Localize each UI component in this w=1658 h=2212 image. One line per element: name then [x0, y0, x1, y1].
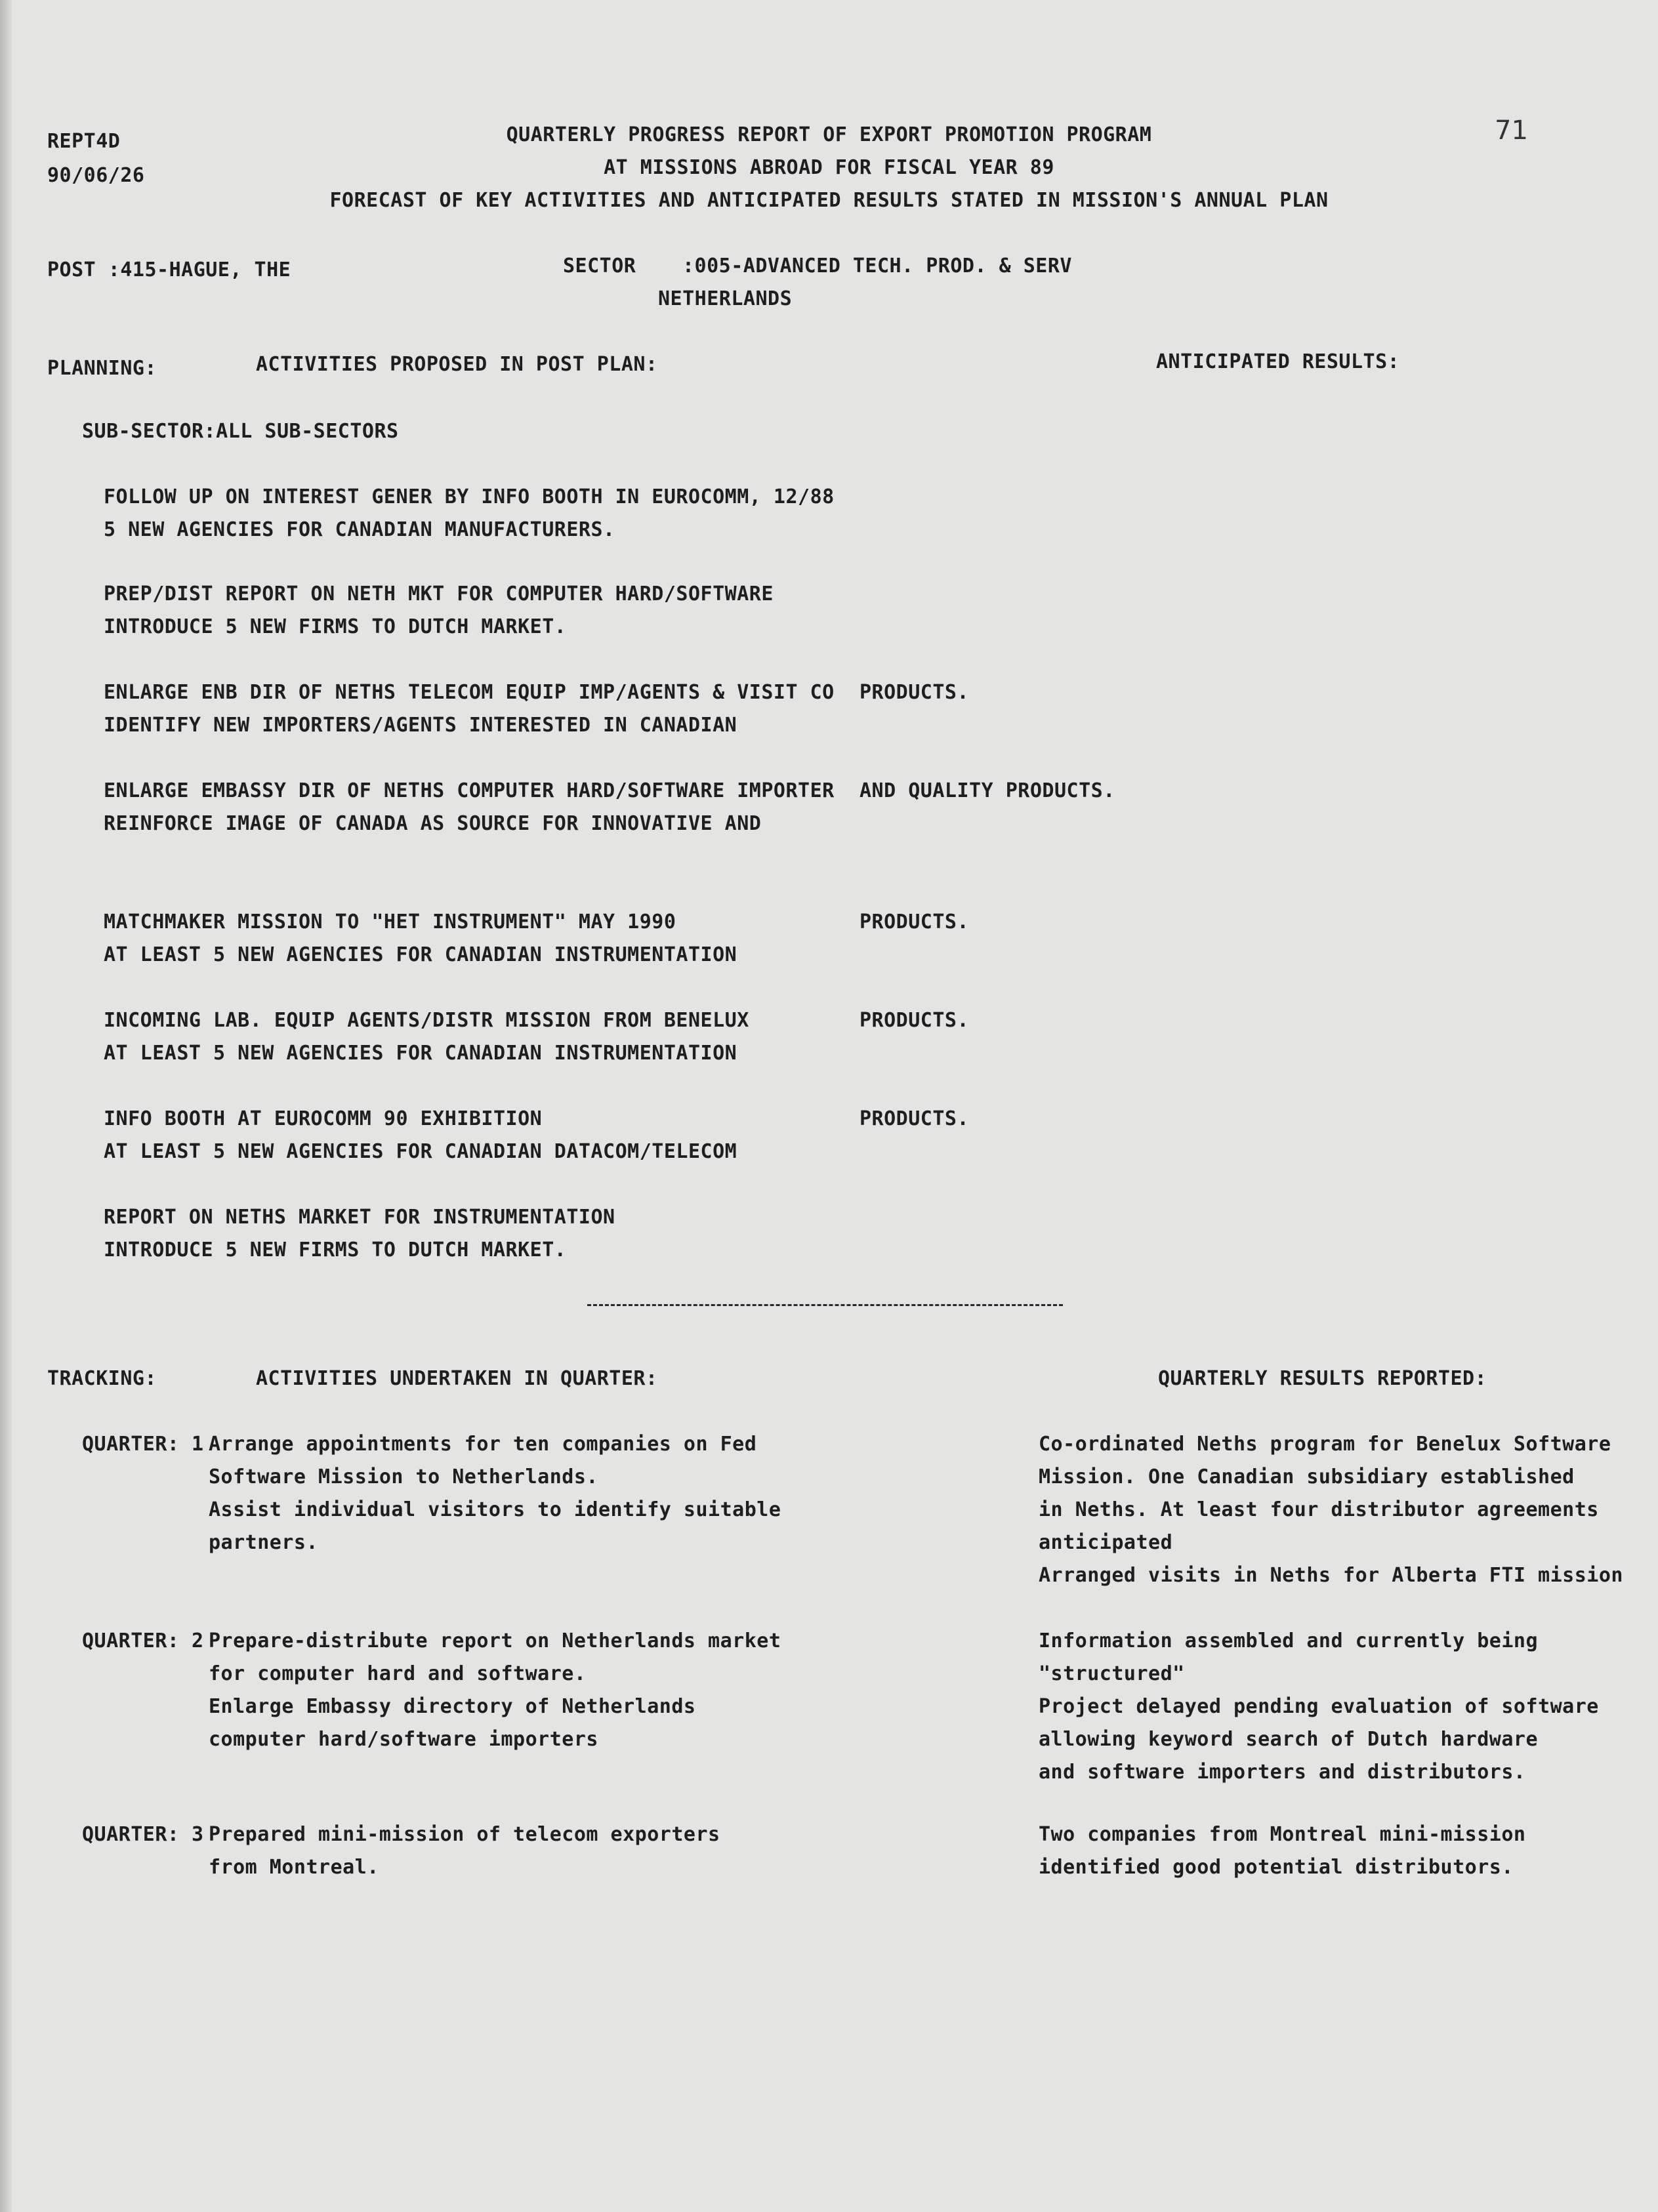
report-title-line3: FORECAST OF KEY ACTIVITIES AND ANTICIPATED RESULTS STATED IN MISSION'S ANNUAL PLAN: [329, 189, 1329, 212]
quarter-label: QUARTER: 1: [82, 1433, 204, 1456]
planning-activity-line: INTRODUCE 5 NEW FIRMS TO DUTCH MARKET.: [104, 1239, 567, 1261]
quarter-activities: Arrange appointments for ten companies on Fed Software Mission to Netherlands. Assist individual visitors to identify suitable partners.: [209, 1433, 781, 1554]
planning-result: PRODUCTS.: [860, 1009, 970, 1032]
post-label: POST :415-HAGUE, THE: [47, 258, 291, 281]
planning-result: PRODUCTS.: [860, 681, 970, 704]
anticipated-results-heading: ANTICIPATED RESULTS:: [1156, 350, 1400, 373]
planning-activity-line: ENLARGE ENB DIR OF NETHS TELECOM EQUIP IMP/AGENTS & VISIT CO: [104, 681, 835, 704]
report-id: REPT4D: [47, 130, 121, 153]
report-title-line2: AT MISSIONS ABROAD FOR FISCAL YEAR 89: [604, 156, 1054, 179]
sector-country: NETHERLANDS: [658, 287, 793, 310]
planning-result: PRODUCTS.: [860, 1107, 970, 1130]
tracking-label: TRACKING:: [47, 1367, 157, 1390]
page-edge: [0, 0, 12, 2212]
planning-activity-line: AT LEAST 5 NEW AGENCIES FOR CANADIAN INSTRUMENTATION: [104, 1042, 737, 1065]
quarter-activities: Prepared mini-mission of telecom exporters from Montreal.: [209, 1823, 720, 1879]
quarter-label: QUARTER: 3: [82, 1823, 204, 1846]
quarter-label: QUARTER: 2: [82, 1629, 204, 1652]
planning-activity-line: INTRODUCE 5 NEW FIRMS TO DUTCH MARKET.: [104, 615, 567, 638]
planning-activity-line: FOLLOW UP ON INTEREST GENER BY INFO BOOTH IN EUROCOMM, 12/88: [104, 485, 835, 508]
quarter-activities: Prepare-distribute report on Netherlands market for computer hard and software. Enlarge Embassy directory of Netherlands computer hard/software importers: [209, 1629, 781, 1751]
quarter-results: Two companies from Montreal mini-mission identified good potential distributors.: [1039, 1823, 1526, 1879]
planning-activity-line: AT LEAST 5 NEW AGENCIES FOR CANADIAN DATACOM/TELECOM: [104, 1140, 737, 1163]
page-number: 71: [1495, 115, 1528, 146]
quarterly-results-heading: QUARTERLY RESULTS REPORTED:: [1158, 1367, 1487, 1390]
section-divider: [587, 1304, 1063, 1306]
planning-activity-line: INFO BOOTH AT EUROCOMM 90 EXHIBITION: [104, 1107, 543, 1130]
quarter-results: Information assembled and currently being "structured" Project delayed pending evaluation of software allowing keyword search of Dutch hardware and software importers and distributors.: [1039, 1629, 1599, 1784]
planning-activities-heading: ACTIVITIES PROPOSED IN POST PLAN:: [256, 353, 658, 376]
planning-activity-line: PREP/DIST REPORT ON NETH MKT FOR COMPUTER HARD/SOFTWARE: [104, 583, 774, 605]
planning-activity-line: IDENTIFY NEW IMPORTERS/AGENTS INTERESTED IN CANADIAN: [104, 714, 737, 737]
planning-result: PRODUCTS.: [860, 911, 970, 933]
planning-activity-line: REPORT ON NETHS MARKET FOR INSTRUMENTATION: [104, 1206, 615, 1229]
sector-value: :005-ADVANCED TECH. PROD. & SERV: [682, 255, 1072, 277]
planning-activity-line: MATCHMAKER MISSION TO "HET INSTRUMENT" MAY 1990: [104, 911, 676, 933]
tracking-activities-heading: ACTIVITIES UNDERTAKEN IN QUARTER:: [256, 1367, 658, 1390]
sector-label: SECTOR: [563, 255, 636, 277]
report-date: 90/06/26: [47, 164, 145, 187]
planning-activity-line: REINFORCE IMAGE OF CANADA AS SOURCE FOR INNOVATIVE AND: [104, 812, 762, 835]
report-title-line1: QUARTERLY PROGRESS REPORT OF EXPORT PROMOTION PROGRAM: [506, 123, 1152, 146]
subsector-label: SUB-SECTOR:ALL SUB-SECTORS: [82, 420, 399, 443]
planning-result: AND QUALITY PRODUCTS.: [860, 779, 1115, 802]
planning-activity-line: INCOMING LAB. EQUIP AGENTS/DISTR MISSION FROM BENELUX: [104, 1009, 749, 1032]
quarter-results: Co-ordinated Neths program for Benelux Software Mission. One Canadian subsidiary established in Neths. At least four distributor agreements anticipated Arranged visits in Neths for Alberta FTI mission: [1039, 1433, 1623, 1587]
planning-activity-line: 5 NEW AGENCIES FOR CANADIAN MANUFACTURERS.: [104, 518, 615, 541]
planning-label: PLANNING:: [47, 357, 157, 380]
planning-activity-line: ENLARGE EMBASSY DIR OF NETHS COMPUTER HARD/SOFTWARE IMPORTER: [104, 779, 835, 802]
planning-activity-line: AT LEAST 5 NEW AGENCIES FOR CANADIAN INSTRUMENTATION: [104, 943, 737, 966]
